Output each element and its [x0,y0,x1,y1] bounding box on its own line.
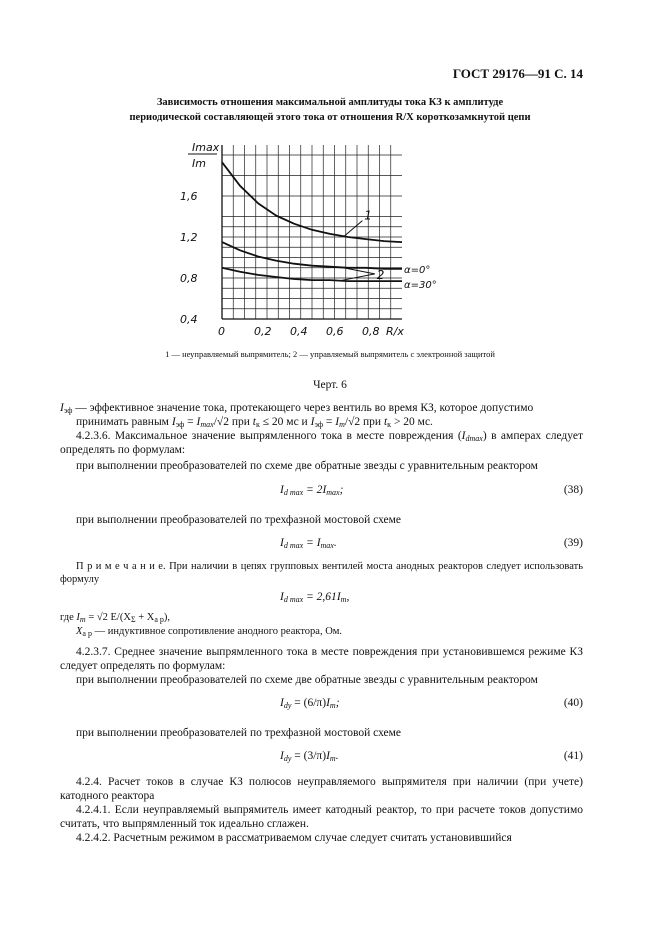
paragraph-424: 4.2.4. Расчет токов в случае КЗ полюсов неуправляемого выпрямителя при наличии (при учете) катодного реактора [60,776,583,802]
p4236-b: ) в амперах следует определять по формулам: [60,430,583,456]
y-label-numerator: Imax [192,141,220,154]
formula-38-number: (38) [563,484,583,496]
y-label-denominator: Im [192,157,206,170]
y-tick-label: 1,6 [180,190,198,203]
ief-line1: — эффективное значение тока, протекающего через вентиль во время КЗ, которое допустимо [75,402,534,414]
x-tick-label: 0,8 [362,325,380,338]
formula-38-expr: $I_{d max} = 2I_{max}$; [280,484,344,497]
ief-line2b: при [231,416,250,428]
ief-line2a: принимать равным [76,416,169,428]
paragraph-4242: 4.2.4.2. Расчетным режимом в рассматриваемом случае следует считать установившийся [76,832,512,844]
x-tick-label: 0,4 [290,325,308,338]
paragraph-scheme-star-1: при выполнении преобразователей по схеме две обратные звезды с уравнительным реактором [76,460,538,472]
x-tick-labels [218,325,380,338]
where-prefix: где [60,612,74,623]
formula-40-expr: $I_{dy} = (6/\pi)I_m$; [280,697,340,710]
x-tick-label: 0,6 [326,325,344,338]
y-tick-label: 0,4 [180,313,198,326]
chart-title-line1: Зависимость отношения максимальной амплитуды тока КЗ к амплитуде [156,97,504,108]
formula-note [60,591,583,607]
ief-line2d: при [363,416,382,428]
figure-label: Черт. 6 [313,379,347,391]
chart-annotations [341,209,437,292]
figure-caption: 1 — неуправляемый выпрямитель; 2 — управляемый выпрямитель с электронной защитой [165,349,495,359]
xap-description: $X_{а р}$ — индуктивное сопротивление анодного реактора, Ом. [76,626,343,638]
xap-desc-text: — индуктивное сопротивление анодного реактора, Ом. [94,626,343,637]
ief-line2e: > 20 мс. [393,416,433,428]
ief-line2c: ≤ 20 мс и [262,416,308,428]
paragraph-4237: 4.2.3.7. Среднее значение выпрямленного тока в месте повреждения при установившемся режиме КЗ следует определять по формулам: [60,646,583,672]
formula-41-expr: $I_{dy} = (3/\pi)I_m$. [280,750,339,763]
paragraph-scheme-star-2: при выполнении преобразователей по схеме две обратные звезды с уравнительным реактором [76,674,538,686]
y-tick-label: 1,2 [180,231,198,244]
alpha-30-label: α=30° [404,280,437,292]
paragraph-4241: 4.2.4.1. Если неуправляемый выпрямитель имеет катодный реактор, то при расчете токов допустимо считать, что выпрямленный ток идеально сглажен. [60,804,583,830]
curve-label-1: 1 [364,208,372,223]
formula-39-expr: $I_{d max} = I_{max}$. [280,537,337,550]
curve-label-2: 2 [376,267,385,282]
where-im-line: где $I_m = √2$ $E/(X_\Sigma + X_{а р})$, [60,612,171,624]
formula-39-number: (39) [563,537,583,549]
formula-41-number: (41) [563,750,583,762]
formula-40-number: (40) [563,697,583,709]
formula-note-expr: $I_{d max} = 2,61I_m$, [280,591,350,604]
x-axis-label: R/x [386,325,404,338]
paragraph-ief: $I_{эф}$ — эффективное значение тока, протекающего через вентиль во время КЗ, которое допустимо принимать равным $I_{эф} = I_{max}/√2$ при $t_к \le 20$ мс и $I_{эф} = I_m/√2$ при $t_к > 20$ мс. [60,402,534,429]
formula-40 [60,697,583,713]
formula-41 [60,750,583,766]
chart-title-line2: периодической составляющей этого тока от отношения R/X короткозамкнутой цепи [129,112,531,123]
where-im-expr: = √2 E/(X [88,612,131,623]
paragraph-scheme-bridge-2: при выполнении преобразователей по трехфазной мостовой схеме [76,727,402,739]
page-header: ГОСТ 29176—91 С. 14 [452,66,583,81]
formula-38 [60,484,583,500]
leader-line-1 [344,221,362,236]
y-tick-label: 0,8 [180,272,198,285]
x-tick-label: 0,2 [254,325,272,338]
p4236-a: 4.2.3.6. Максимальное значение выпрямленного тока в месте повреждения ( [76,430,462,442]
alpha-0-label: α=0° [404,264,431,276]
x-tick-label: 0 [218,325,225,338]
paragraph-4236: 4.2.3.6. Максимальное значение выпрямленного тока в месте повреждения $(I_{dmax})$ в амперах следует определять по формулам: [60,430,583,456]
chart-title [60,95,600,125]
y-tick-labels [180,190,198,326]
y-axis-label [188,141,220,170]
chart-grid [222,145,402,319]
paragraph-scheme-bridge-1: при выполнении преобразователей по трехфазной мостовой схеме [76,514,402,526]
note-paragraph: П р и м е ч а н и е. При наличии в цепях групповых вентилей моста анодных реакторов следует использовать формулу [60,561,583,585]
rectifier-current-chart [170,137,460,347]
formula-39 [60,537,583,553]
